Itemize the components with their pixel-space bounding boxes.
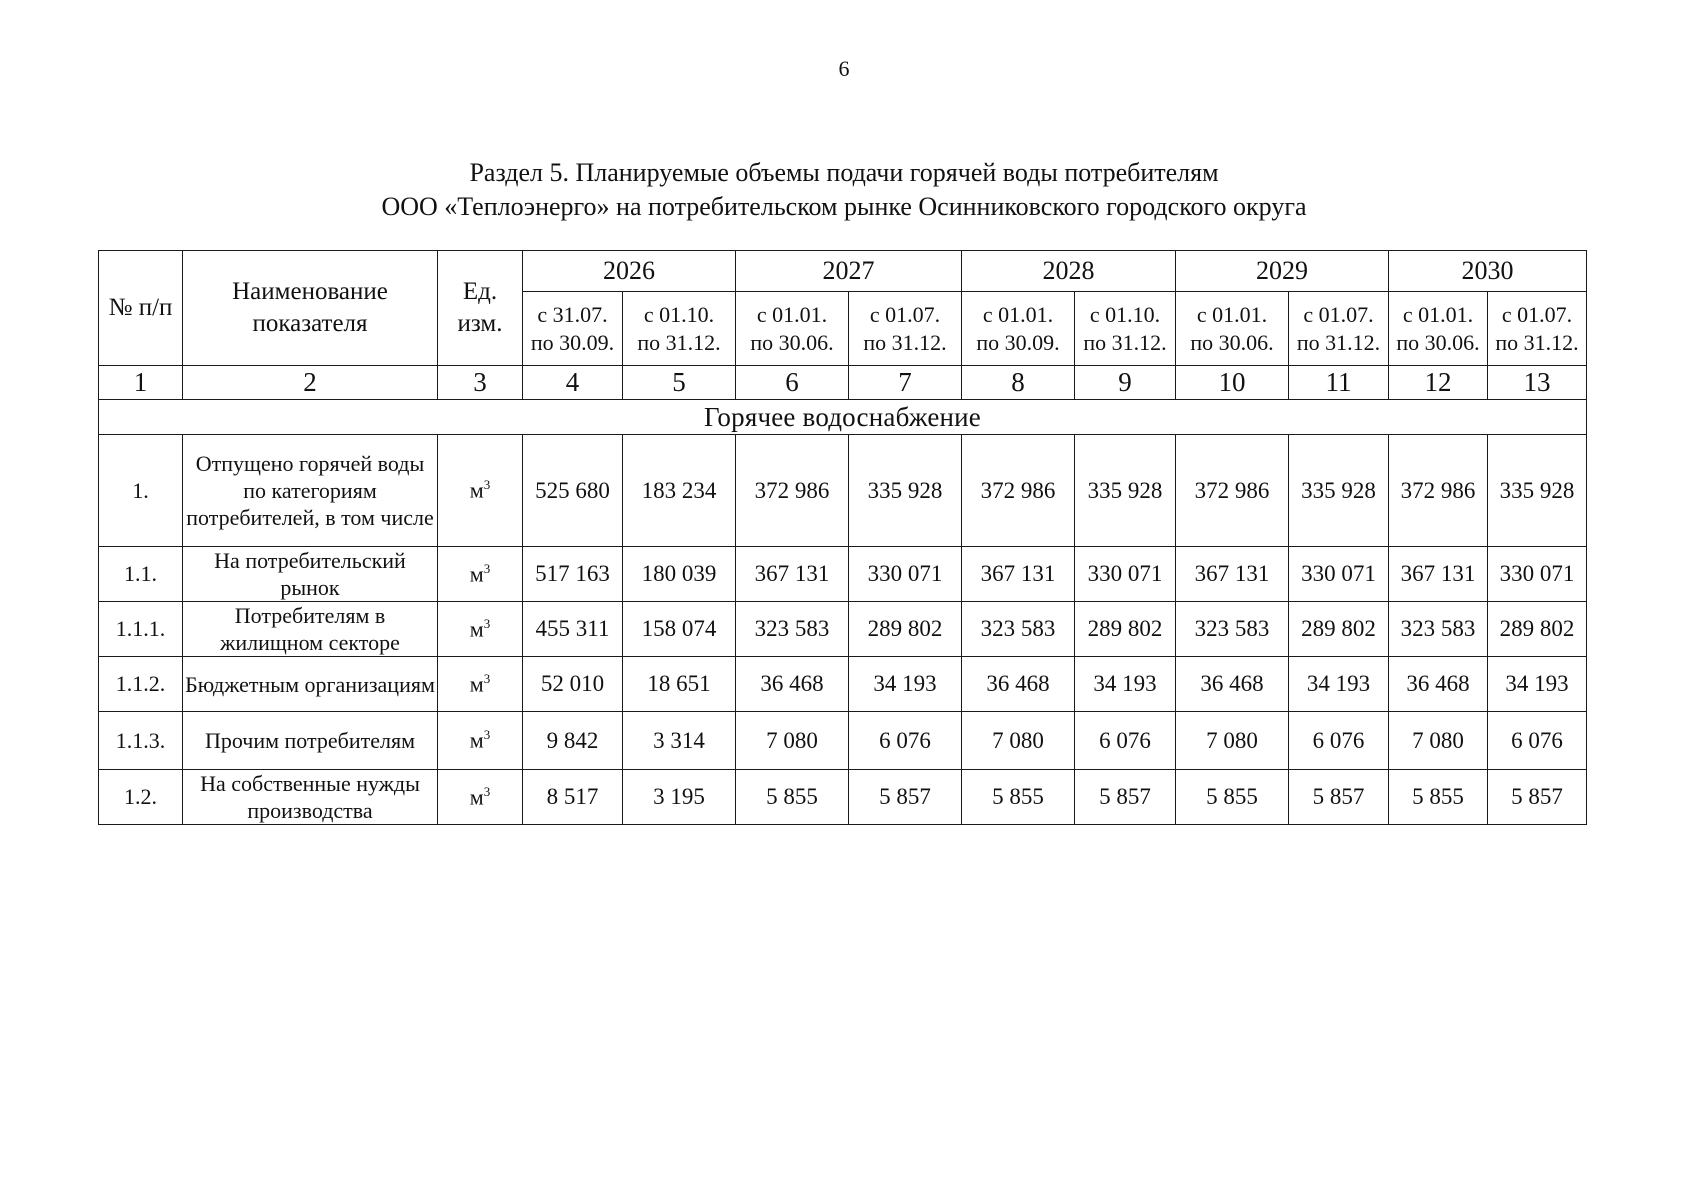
- period-from: с 01.10.: [643, 301, 715, 327]
- row-number: 1.1.: [99, 547, 183, 602]
- column-number: 7: [849, 366, 962, 400]
- header-period: [523, 292, 623, 366]
- value-cell: 6 076: [1289, 712, 1389, 770]
- period-from: с 01.07.: [1303, 301, 1374, 327]
- period-from: с 31.07.: [537, 301, 608, 327]
- header-row-years: [99, 251, 1587, 292]
- value-cell: 7 080: [736, 712, 849, 770]
- value-cell: 330 071: [1289, 547, 1389, 602]
- header-period: [623, 292, 736, 366]
- unit-exponent: 3: [483, 783, 491, 799]
- value-cell: 323 583: [962, 602, 1075, 657]
- header-year: 2027: [736, 251, 962, 292]
- period-to: по 30.06.: [750, 329, 834, 355]
- value-cell: 330 071: [1075, 547, 1176, 602]
- unit-base: м: [469, 561, 484, 587]
- column-number: 1: [99, 366, 183, 400]
- row-number: 1.1.2.: [99, 657, 183, 712]
- value-cell: 5 855: [1176, 770, 1289, 825]
- period-from: с 01.10.: [1089, 301, 1161, 327]
- column-number: 6: [736, 366, 849, 400]
- value-cell: 289 802: [1289, 602, 1389, 657]
- unit-cell: [438, 712, 523, 770]
- value-cell: 7 080: [1389, 712, 1488, 770]
- row-number: 1.2.: [99, 770, 183, 825]
- value-cell: 289 802: [1075, 602, 1176, 657]
- period-from: с 01.07.: [1501, 301, 1573, 327]
- period-from: с 01.01.: [982, 301, 1054, 327]
- unit-base: м: [469, 671, 484, 697]
- value-cell: 335 928: [1488, 435, 1587, 547]
- title-line-1: Раздел 5. Планируемые объемы подачи горячей воды потребителям: [469, 158, 1219, 187]
- table-row: [99, 770, 1587, 825]
- header-period: [1289, 292, 1389, 366]
- value-cell: 3 314: [623, 712, 736, 770]
- column-number: 3: [438, 366, 523, 400]
- column-number: 4: [523, 366, 623, 400]
- column-number: 2: [183, 366, 438, 400]
- value-cell: 5 857: [1075, 770, 1176, 825]
- header-number: № п/п: [99, 251, 183, 366]
- indicator-name: Прочим потребителям: [183, 712, 438, 770]
- value-cell: 34 193: [1289, 657, 1389, 712]
- value-cell: 158 074: [623, 602, 736, 657]
- header-period: [962, 292, 1075, 366]
- value-cell: 52 010: [523, 657, 623, 712]
- section-row: [99, 400, 1587, 435]
- column-number: 13: [1488, 366, 1587, 400]
- value-cell: 455 311: [523, 602, 623, 657]
- row-number: 1.: [99, 435, 183, 547]
- hot-water-volumes-table: [98, 250, 1587, 825]
- period-to: по 31.12.: [637, 329, 721, 355]
- unit-cell: [438, 435, 523, 547]
- column-number: 8: [962, 366, 1075, 400]
- indicator-name: Потребителям в жилищном секторе: [183, 602, 438, 657]
- unit-exponent: 3: [483, 670, 491, 686]
- period-from: с 01.01.: [1196, 301, 1268, 327]
- indicator-name: На потребительский рынок: [183, 547, 438, 602]
- value-cell: 34 193: [1488, 657, 1587, 712]
- value-cell: 335 928: [1289, 435, 1389, 547]
- value-cell: 367 131: [962, 547, 1075, 602]
- value-cell: 367 131: [1176, 547, 1289, 602]
- value-cell: 6 076: [849, 712, 962, 770]
- column-number: 10: [1176, 366, 1289, 400]
- unit-cell: [438, 602, 523, 657]
- period-to: по 31.12.: [1296, 329, 1381, 355]
- value-cell: 18 651: [623, 657, 736, 712]
- unit-base: м: [469, 616, 484, 642]
- table-row: [99, 547, 1587, 602]
- period-to: по 30.06.: [1396, 329, 1480, 355]
- unit-exponent: 3: [483, 477, 491, 493]
- section-title: Горячее водоснабжение: [99, 400, 1587, 435]
- period-to: по 31.12.: [863, 329, 947, 355]
- value-cell: 36 468: [736, 657, 849, 712]
- indicator-name: Отпущено горячей воды по категориям потребителей, в том числе: [183, 435, 438, 547]
- unit-base: м: [469, 727, 484, 753]
- header-indicator-name: Наименование показателя: [183, 251, 438, 366]
- column-number: 5: [623, 366, 736, 400]
- table-row: [99, 435, 1587, 547]
- value-cell: 6 076: [1075, 712, 1176, 770]
- unit-exponent: 3: [483, 727, 491, 743]
- header-period: [736, 292, 849, 366]
- value-cell: 372 986: [1389, 435, 1488, 547]
- period-to: по 30.09.: [976, 329, 1060, 355]
- value-cell: 367 131: [736, 547, 849, 602]
- header-year: 2030: [1389, 251, 1587, 292]
- period-to: по 30.06.: [1190, 329, 1274, 355]
- value-cell: 335 928: [849, 435, 962, 547]
- value-cell: 36 468: [1389, 657, 1488, 712]
- row-number: 1.1.1.: [99, 602, 183, 657]
- period-to: по 30.09.: [530, 329, 615, 355]
- column-number: 9: [1075, 366, 1176, 400]
- value-cell: 5 855: [736, 770, 849, 825]
- value-cell: 335 928: [1075, 435, 1176, 547]
- value-cell: 36 468: [962, 657, 1075, 712]
- value-cell: 180 039: [623, 547, 736, 602]
- value-cell: 6 076: [1488, 712, 1587, 770]
- header-unit: Ед. изм.: [438, 251, 523, 366]
- period-to: по 31.12.: [1495, 329, 1579, 355]
- row-number: 1.1.3.: [99, 712, 183, 770]
- period-from: с 01.01.: [756, 301, 828, 327]
- value-cell: 34 193: [1075, 657, 1176, 712]
- unit-exponent: 3: [483, 560, 491, 576]
- unit-cell: [438, 770, 523, 825]
- header-period: [849, 292, 962, 366]
- unit-base: м: [469, 784, 484, 810]
- unit-base: м: [469, 477, 484, 503]
- table-row: [99, 602, 1587, 657]
- header-period: [1075, 292, 1176, 366]
- value-cell: 367 131: [1389, 547, 1488, 602]
- value-cell: 5 855: [1389, 770, 1488, 825]
- value-cell: 372 986: [736, 435, 849, 547]
- unit-cell: [438, 547, 523, 602]
- value-cell: 8 517: [523, 770, 623, 825]
- value-cell: 5 857: [849, 770, 962, 825]
- value-cell: 323 583: [1389, 602, 1488, 657]
- value-cell: 289 802: [849, 602, 962, 657]
- document-title: [0, 156, 1688, 224]
- value-cell: 36 468: [1176, 657, 1289, 712]
- header-year: 2029: [1176, 251, 1389, 292]
- value-cell: 289 802: [1488, 602, 1587, 657]
- column-number: 12: [1389, 366, 1488, 400]
- value-cell: 372 986: [1176, 435, 1289, 547]
- value-cell: 372 986: [962, 435, 1075, 547]
- indicator-name: На собственные нужды производства: [183, 770, 438, 825]
- header-year: 2028: [962, 251, 1176, 292]
- header-period: [1176, 292, 1289, 366]
- value-cell: 525 680: [523, 435, 623, 547]
- period-to: по 31.12.: [1083, 329, 1167, 355]
- value-cell: 7 080: [1176, 712, 1289, 770]
- page-number: 6: [838, 56, 850, 81]
- column-number: 11: [1289, 366, 1389, 400]
- table-row: [99, 712, 1587, 770]
- indicator-name: Бюджетным организациям: [183, 657, 438, 712]
- column-numbers-row: [99, 366, 1587, 400]
- header-period: [1488, 292, 1587, 366]
- period-from: с 01.07.: [869, 301, 941, 327]
- value-cell: 34 193: [849, 657, 962, 712]
- value-cell: 5 855: [962, 770, 1075, 825]
- value-cell: 5 857: [1289, 770, 1389, 825]
- header-year: 2026: [523, 251, 736, 292]
- value-cell: 3 195: [623, 770, 736, 825]
- value-cell: 323 583: [1176, 602, 1289, 657]
- value-cell: 9 842: [523, 712, 623, 770]
- value-cell: 330 071: [1488, 547, 1587, 602]
- value-cell: 5 857: [1488, 770, 1587, 825]
- value-cell: 517 163: [523, 547, 623, 602]
- period-from: с 01.01.: [1402, 301, 1474, 327]
- title-line-2: ООО «Теплоэнерго» на потребительском рынке Осинниковского городского округа: [381, 192, 1307, 221]
- unit-cell: [438, 657, 523, 712]
- value-cell: 330 071: [849, 547, 962, 602]
- header-period: [1389, 292, 1488, 366]
- table-row: [99, 657, 1587, 712]
- value-cell: 7 080: [962, 712, 1075, 770]
- value-cell: 183 234: [623, 435, 736, 547]
- unit-exponent: 3: [483, 615, 491, 631]
- value-cell: 323 583: [736, 602, 849, 657]
